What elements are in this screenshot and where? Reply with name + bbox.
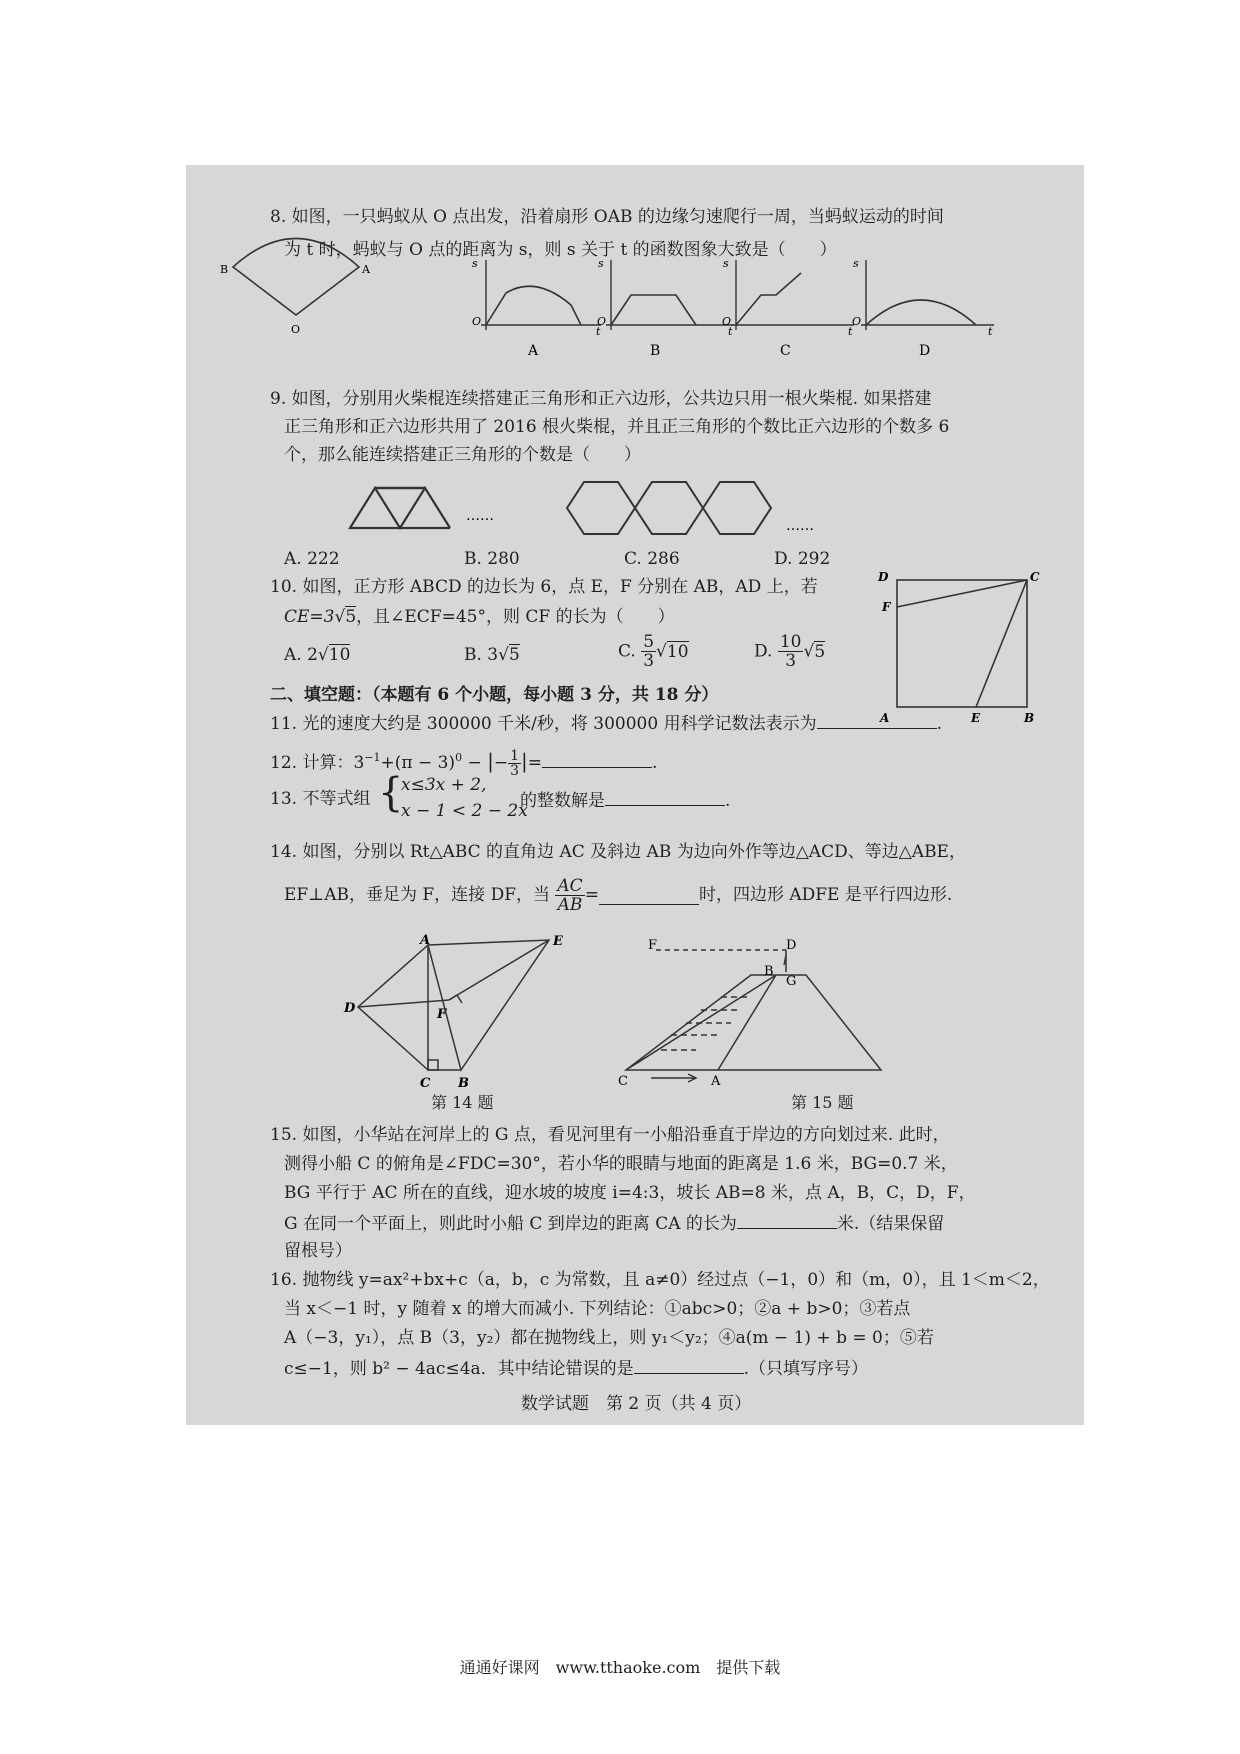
svg-text:E: E	[553, 934, 563, 949]
q13-row2: x − 1 < 2 − 2x	[401, 801, 528, 821]
svg-text:t: t	[728, 325, 733, 338]
q16-line3: A（−3，y₁），点 B（3，y₂）都在抛物线上，则 y₁＜y₂；④a(m − 1) + b = 0；⑤若	[284, 1328, 934, 1348]
q10-option-c: C. $\frac{5}{3}$ √10	[618, 632, 689, 671]
q9-option-a: A. 222	[284, 549, 340, 569]
q14-line1: 14. 如图，分别以 Rt△ABC 的直角边 AC 及斜边 AB 为边向外作等边△ACD、等边△ABE，	[270, 842, 966, 862]
graph-option-c	[722, 257, 854, 338]
q10-option-b: B. 3√5	[464, 645, 520, 665]
graph-option-a	[472, 257, 601, 338]
q9-line1: 9. 如图，分别用火柴棍连续搭建正三角形和正六边形，公共边只用一根火柴棍. 如果搭建	[270, 389, 932, 409]
svg-text:t: t	[596, 325, 601, 338]
exam-page-photo	[186, 165, 1084, 1425]
matchstick-triangles-figure	[350, 488, 450, 528]
svg-text:G: G	[786, 974, 797, 989]
svg-text:F: F	[882, 600, 891, 614]
svg-text:F: F	[648, 938, 658, 953]
svg-text:O: O	[722, 315, 732, 328]
q13-row1: x≤3x + 2,	[401, 775, 487, 795]
q14-figure	[336, 935, 606, 1100]
q10-option-a: A. 2√10	[284, 645, 351, 665]
q15-line1: 15. 如图，小华站在河岸上的 G 点，看见河里有一小船沿垂直于岸边的方向划过来. 此时，	[270, 1125, 950, 1145]
q15-line3: BG 平行于 AC 所在的直线，迎水坡的坡度 i=4:3，坡长 AB=8 米，点 A，B，C，D，F，	[284, 1183, 976, 1203]
graph-caption-b: B	[650, 343, 661, 359]
q15-line5: 留根号）	[284, 1241, 352, 1261]
q13-brace: {	[378, 770, 404, 816]
q15-figure	[618, 935, 946, 1100]
triangles-ellipsis: ……	[466, 508, 494, 524]
q12-line: 12. 计算：$3^{-1}+(\pi - 3)^0$ − |− $\frac{1}{3}$ |= .	[270, 748, 658, 779]
svg-text:B: B	[764, 964, 774, 979]
graph-option-d	[852, 257, 994, 338]
q14-caption: 第 14 题	[431, 1093, 494, 1112]
sector-label-b: B	[220, 263, 229, 276]
svg-text:t: t	[848, 325, 853, 338]
graph-caption-c: C	[780, 343, 791, 359]
q16-line2: 当 x＜−1 时，y 随着 x 的增大而减小. 下列结论：①abc>0；②a + b>0；③若点	[284, 1299, 911, 1319]
svg-text:A: A	[420, 933, 431, 948]
q15-caption: 第 15 题	[791, 1093, 854, 1112]
section-2-heading: 二、填空题：（本题有 6 个小题，每小题 3 分，共 18 分）	[270, 685, 719, 705]
q9-option-b: B. 280	[464, 549, 520, 569]
q13-tail: 的整数解是 .	[520, 787, 730, 814]
q16-line1: 16. 抛物线 y=ax²+bx+c（a，b，c 为常数，且 a≠0）经过点（−1，0）和（m，0），且 1＜m＜2，	[270, 1270, 1050, 1290]
q12-answer-blank	[542, 749, 652, 768]
q9-option-c: C. 286	[624, 549, 680, 569]
svg-text:B: B	[458, 1076, 469, 1091]
q10-option-d: D. $\frac{10}{3}$ √5	[754, 632, 826, 671]
download-source-line: 通通好课网 www.tthaoke.com 提供下载	[459, 1658, 781, 1677]
hexagons-ellipsis: ……	[786, 518, 814, 534]
q13-answer-blank	[605, 787, 725, 806]
svg-text:D: D	[344, 1001, 356, 1016]
q15-line2: 测得小船 C 的俯角是∠FDC=30°，若小华的眼睛与地面的距离是 1.6 米，BG=0.7 米，	[284, 1154, 958, 1174]
svg-text:D: D	[786, 938, 797, 953]
svg-text:C: C	[420, 1076, 431, 1091]
q11-line: 11. 光的速度大约是 300000 千米/秒，将 300000 用科学记数法表示为 .	[270, 710, 942, 737]
sector-label-a: A	[362, 263, 370, 276]
sector-oab-figure	[220, 239, 371, 337]
q10-square-figure	[876, 565, 1056, 725]
q15-answer-blank	[737, 1210, 837, 1229]
svg-text:s: s	[853, 257, 859, 270]
svg-text:C: C	[1030, 570, 1040, 584]
q16-line4: c≤−1，则 b² − 4ac≤4a．其中结论错误的是 .（只填写序号）	[284, 1355, 868, 1382]
svg-text:C: C	[618, 1074, 628, 1089]
matchstick-hexagons-figure	[567, 482, 771, 534]
sector-label-o: O	[291, 323, 301, 336]
q8-line1: 8. 如图，一只蚂蚁从 O 点出发，沿着扇形 OAB 的边缘匀速爬行一周，当蚂蚁运动的时间	[270, 207, 944, 227]
svg-text:A: A	[711, 1074, 721, 1089]
q9-figures	[186, 465, 1084, 545]
q14-line2: EF⊥AB，垂足为 F，连接 DF，当 $\frac{AC}{AB}$ = 时，四边形 ADFE 是平行四边形.	[284, 876, 953, 915]
svg-text:A: A	[880, 711, 890, 725]
svg-text:B: B	[1024, 711, 1035, 725]
q13-line: 13. 不等式组	[270, 789, 371, 809]
graph-caption-d: D	[919, 343, 931, 359]
svg-text:s: s	[472, 257, 478, 270]
page-footer: 数学试题 第 2 页（共 4 页）	[521, 1394, 752, 1414]
q16-answer-blank	[634, 1355, 744, 1374]
svg-text:O: O	[472, 315, 482, 328]
q9-line2: 正三角形和正六边形共用了 2016 根火柴棍，并且正三角形的个数比正六边形的个数多 6	[284, 417, 950, 437]
graph-caption-a: A	[528, 343, 539, 359]
q15-line4: G 在同一个平面上，则此时小船 C 到岸边的距离 CA 的长为 米.（结果保留	[284, 1210, 944, 1237]
svg-text:E: E	[971, 711, 981, 725]
q8-line2: 为 t 时，蚂蚁与 O 点的距离为 s，则 s 关于 t 的函数图象大致是（ ）	[284, 240, 837, 260]
q9-line3: 个，那么能连续搭建正三角形的个数是（ ）	[284, 445, 641, 465]
q14-answer-blank	[599, 886, 699, 905]
svg-text:s: s	[723, 257, 729, 270]
graph-option-b	[597, 257, 734, 338]
svg-text:t: t	[988, 325, 993, 338]
svg-text:O: O	[852, 315, 862, 328]
q9-option-d: D. 292	[774, 549, 831, 569]
q8-figures	[186, 165, 1084, 395]
q10-line2: CE=3√5，且∠ECF=45°，则 CF 的长为（ ）	[284, 607, 675, 627]
svg-text:D: D	[878, 570, 889, 584]
q11-answer-blank	[817, 710, 937, 729]
svg-text:F: F	[437, 1007, 447, 1022]
svg-text:s: s	[598, 257, 604, 270]
svg-text:O: O	[597, 315, 607, 328]
q10-line1: 10. 如图，正方形 ABCD 的边长为 6，点 E，F 分别在 AB，AD 上，若	[270, 577, 818, 597]
